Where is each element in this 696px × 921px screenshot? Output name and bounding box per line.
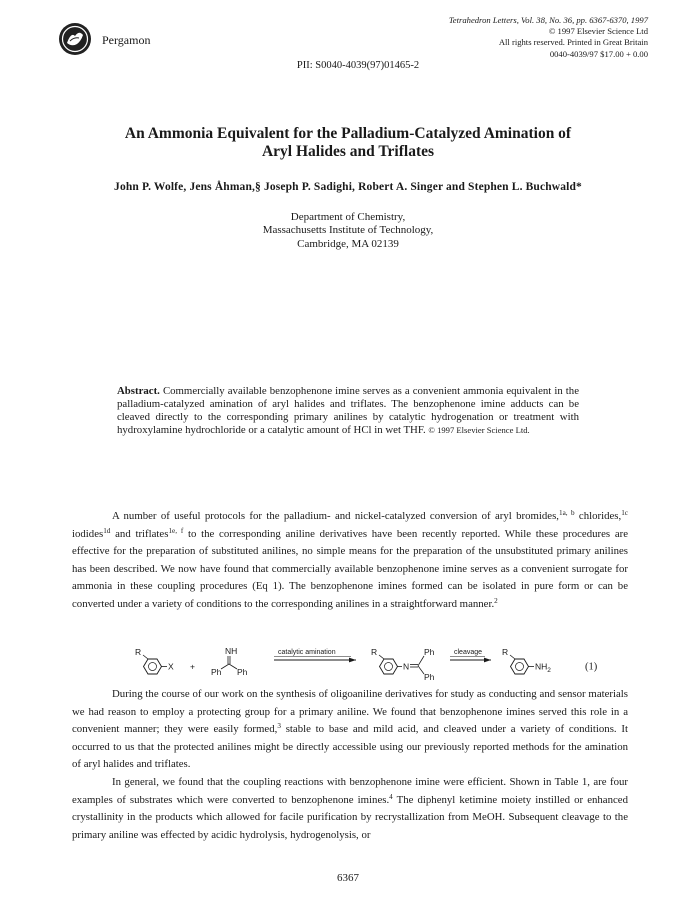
imine-product-structure bbox=[371, 647, 435, 681]
journal-citation: Tetrahedron Letters, Vol. 38, No. 36, pp. 6367-6370, 1997 bbox=[448, 15, 648, 25]
affiliation-line: Department of Chemistry, bbox=[290, 211, 406, 223]
body-paragraph-3 bbox=[72, 774, 628, 844]
body-paragraph-1 bbox=[72, 508, 628, 614]
abstract-text: Commercially available benzophenone imine serves as a convenient ammonia equivalent in the palladium-catalyzed amination of aryl halides and triflates. The benzophenone imine adducts can be cleaved directly to the corresponding primary anilines by catalytic hydrogenation or treatment with hydroxylamine hydrochloride or a catalytic amount of HCl in wet THF. bbox=[117, 385, 579, 437]
phenyl-label-right: Ph bbox=[237, 667, 248, 677]
affiliation-line: Cambridge, MA 02139 bbox=[297, 237, 399, 250]
affiliation-line: Massachusetts Institute of Technology, bbox=[262, 224, 434, 237]
abstract-heading: Abstract. bbox=[117, 385, 160, 397]
imine-n-label: N bbox=[403, 661, 410, 672]
r-substituent-label: R bbox=[371, 647, 378, 657]
r-substituent-label: R bbox=[135, 647, 142, 657]
title-line: Aryl Halides and Triflates bbox=[261, 143, 435, 160]
equation-number: (1) bbox=[585, 661, 598, 673]
journal-price: 0040-4039/97 $17.00 + 0.00 bbox=[549, 48, 648, 59]
pii-code: PII: S0040-4039(97)01465-2 bbox=[296, 60, 420, 71]
x-substituent-label: X bbox=[168, 661, 174, 672]
journal-info bbox=[388, 15, 648, 60]
benzophenone-imine-structure bbox=[211, 646, 248, 677]
reaction-scheme bbox=[135, 645, 635, 681]
text-run: chlorides, bbox=[574, 510, 622, 522]
text-run: In general, we found that the coupling reactions with benzophenone imine were efficient. Shown in Table 1, are four examples of substrates which were converted to benzophenone imines. bbox=[72, 775, 628, 806]
journal-rights: All rights reserved. Printed in Great Britain bbox=[498, 37, 648, 48]
reaction-arrow-amination bbox=[274, 649, 356, 662]
text-run: stable to base and mild acid, and cleaved under a variety of conditions. It occurred to us that the protected anilines might be directly accessible using our previously reported methods for the amination of aryl halides and triflates. bbox=[72, 723, 628, 771]
body-paragraph-2 bbox=[72, 686, 628, 844]
affiliation bbox=[0, 211, 696, 251]
plus-sign: + bbox=[190, 661, 195, 672]
author-list: John P. Wolfe, Jens Åhman,§ Joseph P. Sadighi, Robert A. Singer and Stephen L. Buchwald* bbox=[114, 181, 582, 193]
text-run: The diphenyl ketimine moiety instilled or enhanced crystallinity in the products which allowed for facile purification by recrystallization from MeOH. Subsequent cleavage to the primary aniline was effected by acidic hydrolysis, hydrogenolysis, or bbox=[72, 793, 628, 841]
nh-label: NH bbox=[225, 646, 238, 656]
arrow-label-cleavage: cleavage bbox=[454, 649, 483, 656]
reference-marker: 1c bbox=[621, 509, 628, 517]
aniline-product-structure bbox=[502, 647, 551, 674]
phenyl-label-bottom: Ph bbox=[424, 672, 435, 681]
phenyl-label-left: Ph bbox=[211, 667, 222, 677]
pergamon-logo-icon bbox=[58, 22, 92, 56]
text-run: A number of useful protocols for the palladium- and nickel-catalyzed conversion of aryl bromides, bbox=[112, 510, 559, 522]
phenyl-label-top: Ph bbox=[424, 647, 435, 657]
r-substituent-label: R bbox=[502, 647, 509, 657]
text-run: to the corresponding aniline derivatives have been recently reported. While these procedures are effective for the preparation of substituted anilines, no simple means for the preparation of the unsubstituted primary anilines has been described. We now have found that commercially available benzophenone imine serves as a convenient surrogate for ammonia in these coupling procedures (Eq 1). The benzophenone imines formed can be isolated in pure form or can be converted under a variety of conditions to the corresponding anilines in a straightforward manner. bbox=[72, 527, 628, 610]
reference-marker: 1a, b bbox=[558, 509, 575, 517]
text-run: During the course of our work on the synthesis of oligoaniline derivatives for study as conducting and sensor materials we had reason to employ a protecting group for a primary aniline. We found that benzophenone imines served this role in a convenient manner; they were easily formed, bbox=[72, 688, 628, 736]
publisher-name: Pergamon bbox=[102, 33, 151, 47]
aryl-halide-structure bbox=[135, 647, 174, 674]
article-title bbox=[60, 125, 636, 161]
abstract bbox=[117, 385, 579, 437]
reference-marker: 1d bbox=[103, 526, 111, 535]
arrow-label-amination: catalytic amination bbox=[278, 649, 336, 656]
reference-marker: 3 bbox=[277, 722, 281, 731]
page-number: 6367 bbox=[337, 872, 359, 884]
text-run: iodides bbox=[72, 527, 104, 540]
reaction-arrow-cleavage bbox=[450, 649, 491, 662]
journal-copyright: © 1997 Elsevier Science Ltd bbox=[548, 26, 648, 37]
title-line: An Ammonia Equivalent for the Palladium-Catalyzed Amination of bbox=[124, 125, 572, 142]
reference-marker: 1e, f bbox=[168, 526, 184, 535]
reference-marker: 4 bbox=[389, 792, 393, 801]
text-run: and triflates bbox=[110, 527, 169, 540]
reference-marker: 2 bbox=[494, 596, 498, 605]
abstract-copyright: © 1997 Elsevier Science Ltd. bbox=[428, 425, 530, 436]
nh2-label: $NH_2$ bbox=[535, 661, 551, 674]
